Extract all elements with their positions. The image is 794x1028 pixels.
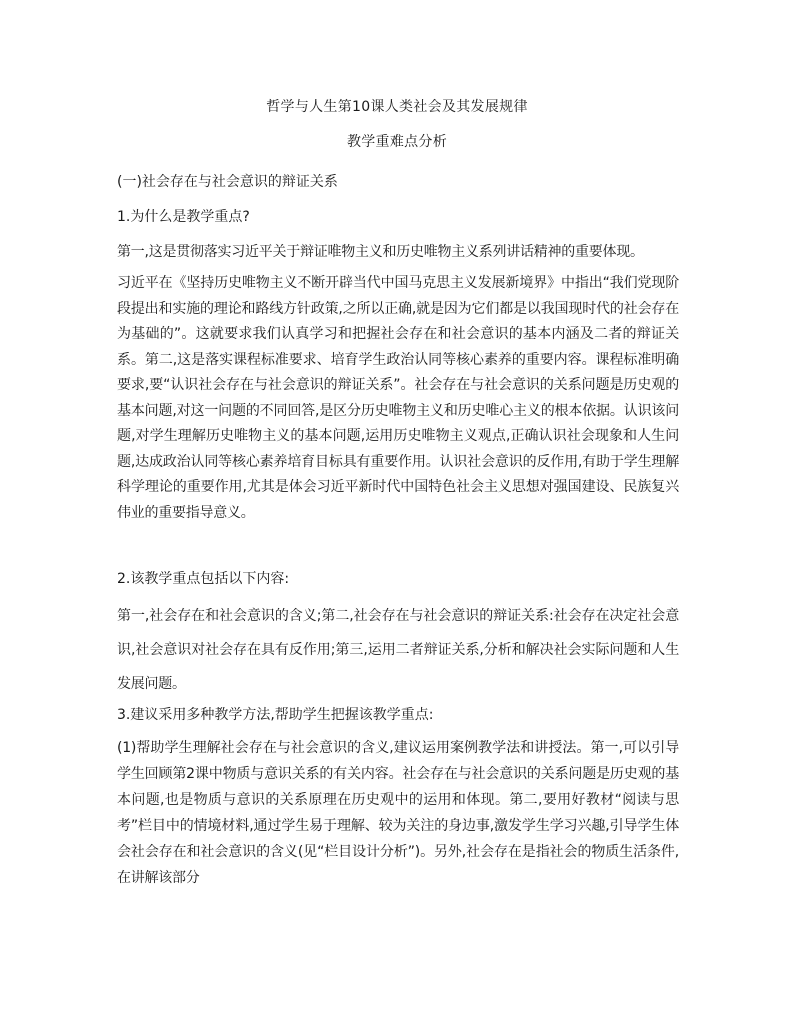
paragraph-4: (1)帮助学生理解社会存在与社会意识的含义,建议运用案例教学法和讲授法。第一,可以引导学生回顾第2课中物质与意识关系的有关内容。社会存在与社会意识的关系问题是历史观的基本问题,也是物质与意识的关系原理在历史观中的运用和体现。第二,要用好教材“阅读与思考”栏目中的情境材料,通过学生易于理解、较为关注的身边事,激发学生学习兴趣,引导学生体会社会存在和社会意识的含义(见“栏目设计分析”)。另外,社会存在是指社会的物质生活条件,在讲解该部分 (117, 740, 679, 886)
question-2-heading: 2.该教学重点包括以下内容: (117, 571, 290, 587)
paragraph-2: 习近平在《坚持历史唯物主义不断开辟当代中国马克思主义发展新境界》中指出“我们党现阶段提出和实施的理论和路线方针政策,之所以正确,就是因为它们都是以我国现时代的社会存在为基础的”。这就要求我们认真学习和把握社会存在和社会意识的基本内涵及二者的辩证关系。第二,这是落实课程标准要求、培育学生政治认同等核心素养的重要内容。课程标准明确要求,要“认识社会存在与社会意识的辩证关系”。社会存在与社会意识的关系问题是历史观的基本问题,对这一问题的不同回答,是区分历史唯物主义和历史唯心主义的根本依据。认识该问题,对学生理解历史唯物主义的基本问题,运用历史唯物主义观点,正确认识社会现象和人生问题,达成政治认同等核心素养培育目标具有重要作用。认识社会意识的反作用,有助于学生理解科学理论的重要作用,尤其是体会习近平新时代中国特色社会主义思想对强国建设、民族复兴伟业的重要指导意义。 (117, 275, 679, 521)
question-1-heading: 1.为什么是教学重点? (117, 209, 250, 225)
paragraph-1: 第一,这是贯彻落实习近平关于辩证唯物主义和历史唯物主义系列讲话精神的重要体现。 (117, 244, 644, 260)
document-subtitle: 教学重难点分析 (346, 134, 448, 150)
question-3-heading: 3.建议采用多种教学方法,帮助学生把握该教学重点: (117, 707, 434, 723)
document-title: 哲学与人生第10课人类社会及其发展规律 (266, 99, 528, 115)
section-heading: (一)社会存在与社会意识的辩证关系 (117, 174, 338, 190)
paragraph-3: 第一,社会存在和社会意识的含义;第二,社会存在与社会意识的辩证关系:社会存在决定社会意识,社会意识对社会存在具有反作用;第三,运用二者辩证关系,分析和解决社会实际问题和人生发展问题。 (117, 608, 679, 692)
